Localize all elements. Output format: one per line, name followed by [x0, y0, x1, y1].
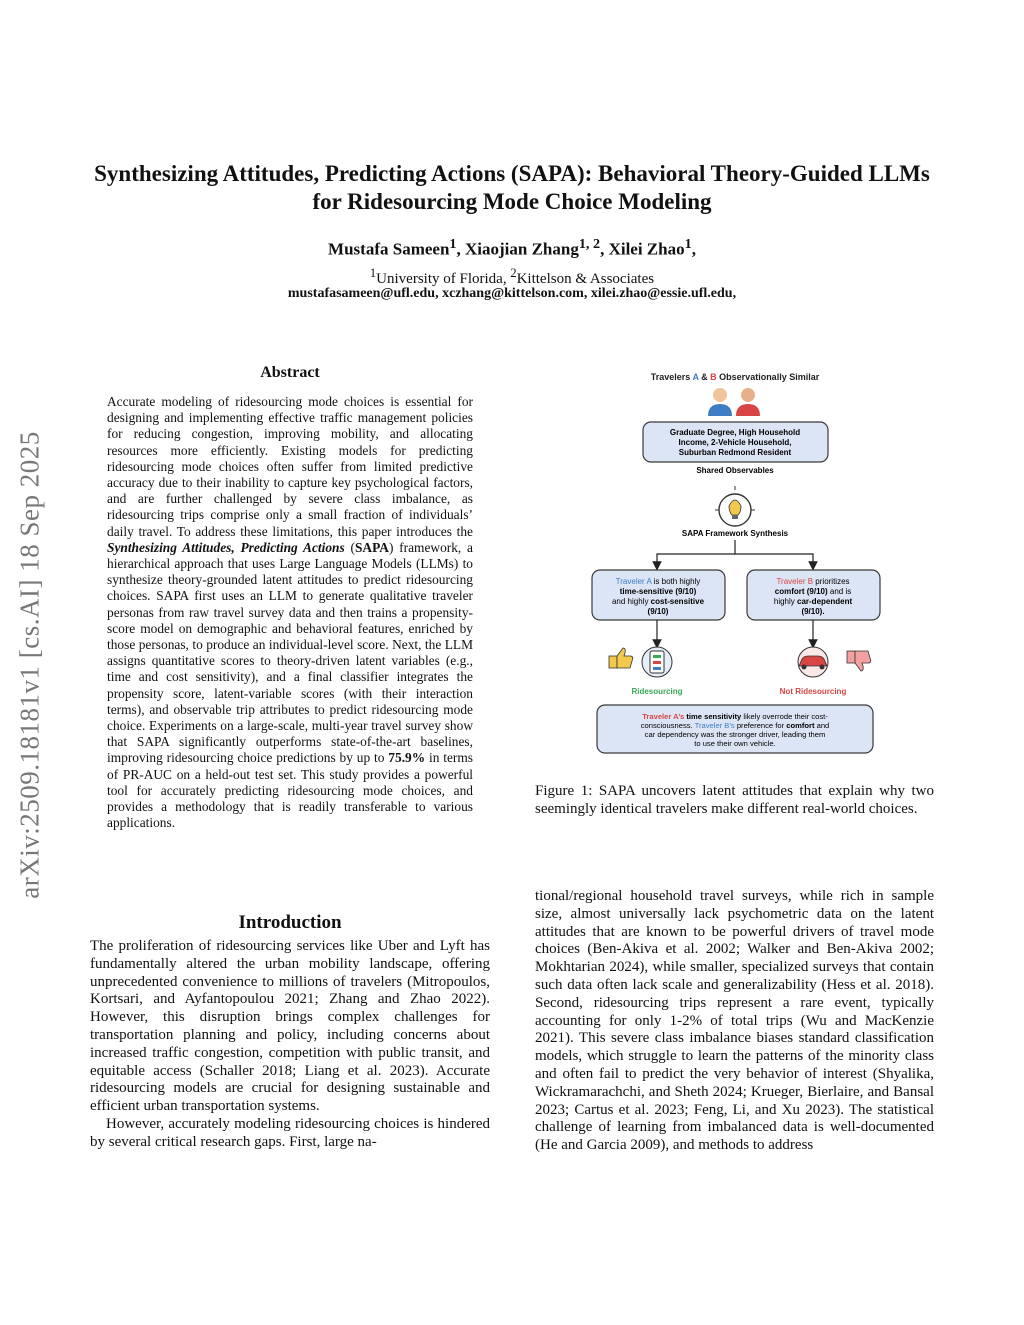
- traveler-b-line: highly car-dependent: [773, 597, 853, 606]
- paragraph: However, accurately modeling ridesourcing choices is hindered by several critical research gaps. First, large na-: [90, 1115, 490, 1150]
- traveler-b-person-icon: [736, 388, 760, 416]
- author-affil-sup: 1, 2: [578, 236, 601, 252]
- traveler-b-line: (9/10).: [801, 607, 825, 616]
- explanation-line: consciousness. Traveler B’s preference for comfort and: [640, 721, 830, 730]
- author-name: Mustafa Sameen: [328, 239, 450, 259]
- thumbs-down-icon: [847, 651, 871, 671]
- branch-arrow-b: [735, 554, 813, 566]
- traveler-a-person-icon: [708, 388, 732, 416]
- column-2-body: tional/regional household travel surveys, while rich in sample size, almost universally lack psychometric data on the latent attitudes that are known to be powerful drivers of travel mode choices (Ben-Akiva et al. 2002; Walker and Ben-Akiva 2002; Mokhtarian 2024), while smaller, specialized surveys that contain such data often lack scale and generalizability (Hess et al. 2018). Second, ridesourcing trips represent a rare event, typically accounting for only 1-2% of total trips (Wu and MacKenzie 2021). This severe class imbalance biases standard classification models, which struggle to learn the patterns of the minority class and often fail to predict the very behavior of interest (Shyalika, Wickramarachchi, and Sheth 2024; Krueger, Bierlaire, and Bansal 2023; Cartus et al. 2023; Feng, Li, and Xu 2023). The statistical challenge of learning from imbalanced data is well-documented (He and Garcia 2009), and methods to address: [535, 888, 934, 1154]
- section-heading-introduction: Introduction: [238, 912, 342, 933]
- observable-line: Income, 2-Vehicle Household,: [678, 438, 792, 447]
- affil-sup: 2: [510, 266, 517, 280]
- affiliation: Kittelson & Associates: [516, 271, 655, 287]
- author-name: Xiaojian Zhang: [464, 239, 579, 259]
- traveler-a-line: Traveler A is both highly: [615, 577, 701, 586]
- email-link[interactable]: xczhang@kittelson.com: [442, 286, 584, 301]
- figure-1-diagram: [585, 364, 885, 764]
- improvement-value: 75.9%: [388, 750, 426, 766]
- observable-line: Graduate Degree, High Household: [669, 428, 801, 437]
- traveler-b-line: comfort (9/10) and is: [774, 587, 852, 596]
- affiliations: $^1$University of Florida, $^2$Kittelson & Associates: [369, 266, 655, 287]
- traveler-a-line: and highly cost-sensitive: [611, 597, 705, 606]
- thumbs-up-icon: [609, 648, 633, 668]
- branch-arrow-a: [657, 540, 735, 566]
- figure-header: Travelers A & B Observationally Similar: [650, 372, 820, 382]
- synthesis-label: SAPA Framework Synthesis: [681, 529, 789, 538]
- observable-line: Suburban Redmond Resident: [678, 448, 792, 457]
- traveler-b-line: Traveler B prioritizes: [776, 577, 850, 586]
- author-emails: mustafasameen@ufl.edu, xczhang@kittelson.com, xilei.zhao@essie.ufl.edu,: [287, 286, 737, 301]
- figure-1-caption: Figure 1: SAPA uncovers latent attitudes that explain why two seemingly identical travelers make different real-world choices.: [535, 783, 934, 817]
- email-link[interactable]: mustafasameen@ufl.edu: [287, 286, 436, 301]
- paragraph: The proliferation of ridesourcing services like Uber and Lyft has fundamentally altered the urban mobility landscape, offering unprecedented convenience to millions of travelers (Mitropoulos, Kortsari, and Ayfantopoulou 2021; Zhang and Zhao 2022). However, this disruption brings complex challenges for transportation planning and policy, including concerns about increased traffic congestion, competition with public transit, and equitable access (Schaller 2018; Liang et al. 2023). Accurate ridesourcing models are crucial for designing sustainable and efficient urban transportation systems.: [90, 938, 490, 1115]
- framework-acronym: SAPA: [354, 539, 389, 555]
- abstract-heading: Abstract: [260, 364, 320, 381]
- introduction-body: [90, 938, 490, 1152]
- abstract-body: Accurate modeling of ridesourcing mode choices is essential for designing and implementing effective traffic management policies for reducing congestion, improving mobility, and allocating resources more efficiently. Existing models for predicting ridesourcing mode choices often suffer from limited predictive accuracy due to their inability to capture key psychological factors, and are further challenged by severe class imbalance, as ridesourcing trips comprise only a small fraction of individuals’ daily travel. To address these limitations, this paper introduces the Synthesizing Attitudes, Predicting Actions (SAPA) framework, a hierarchical approach that uses Large Language Models (LLMs) to synthesize theory-grounded latent attitudes to predict ridesourcing choices. SAPA first uses an LLM to generate qualitative traveler personas from raw travel survey data and then trains a propensity-score model on demographic and behavioral features, enriched by those personas, to produce an individual-level score. Next, the LLM assigns quantitative scores to theory-driven latent variables (e.g., time and cost sensitivity), and a final classifier integrates the propensity score, latent-variable scores (with their interaction terms), and observable trip attributes to predict ridesourcing mode choice. Experiments on a large-scale, multi-year travel survey show that SAPA significantly outperforms state-of-the-art baselines, improving ridesourcing choice predictions by up to 75.9% in terms of PR-AUC on a held-out test set. This study provides a powerful tool for accurately predicting ridesourcing mode choices, and provides a methodology that is readily transferable to various applications.: [107, 394, 473, 831]
- shared-observables-label: Shared Observables: [696, 466, 774, 475]
- author-list: Mustafa Sameen$^1$, Xiaojian Zhang$^{1, 2}$, Xilei Zhao$^1$,: [328, 236, 696, 259]
- affiliation: University of Florida: [376, 271, 503, 287]
- explanation-line: Traveler A’s time sensitivity likely overrode their cost-: [642, 712, 828, 721]
- car-icon: [798, 647, 828, 677]
- explanation-line: car dependency was the stronger driver, leading them: [644, 730, 826, 739]
- arxiv-watermark: [8, 380, 52, 950]
- affil-sup: 1: [369, 266, 377, 280]
- author-name: Xilei Zhao: [608, 239, 685, 259]
- arxiv-id: arXiv:2509.18181v1 [cs.AI] 18 Sep 2025: [14, 431, 45, 899]
- framework-name: Synthesizing Attitudes, Predicting Actions: [107, 539, 345, 555]
- paper-title: Synthesizing Attitudes, Predicting Actions (SAPA): Behavioral Theory-Guided LLMs for Ridesourcing Mode Choice Modeling: [94, 161, 930, 214]
- author-affil-sup: 1: [449, 236, 457, 252]
- email-link[interactable]: xilei.zhao@essie.ufl.edu: [590, 286, 733, 301]
- outcome-ridesourcing: Ridesourcing: [631, 687, 683, 696]
- explanation-line: to use their own vehicle.: [694, 739, 776, 748]
- traveler-a-line: time-sensitive (9/10): [619, 587, 697, 596]
- phone-app-icon: [642, 647, 672, 677]
- outcome-not-ridesourcing: Not Ridesourcing: [779, 687, 847, 696]
- lightbulb-gear-icon: [715, 486, 755, 526]
- author-affil-sup: 1: [684, 236, 692, 252]
- traveler-a-line: (9/10): [647, 607, 669, 616]
